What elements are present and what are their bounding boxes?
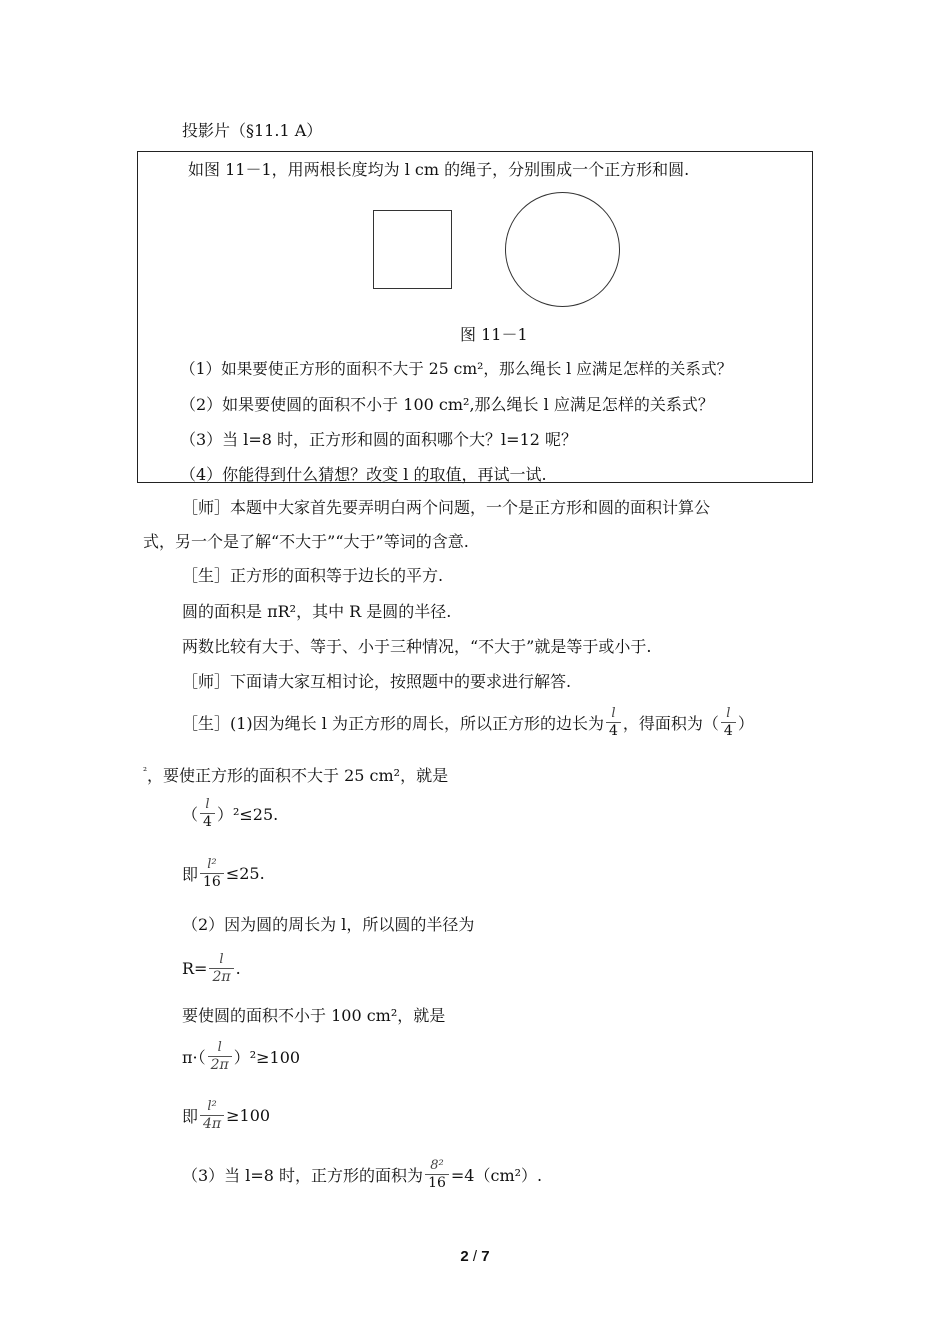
square-area-text-b: =4（cm²）. bbox=[450, 1166, 543, 1185]
fraction-denominator: 16 bbox=[425, 1174, 449, 1191]
fraction-denominator: 2π bbox=[208, 1056, 232, 1073]
student-2-text-c: ） bbox=[737, 714, 754, 733]
page-total: 7 bbox=[481, 1248, 490, 1265]
square-area-text-a: （3）当 l=8 时，正方形的面积为 bbox=[182, 1166, 424, 1185]
paragraph-teacher-1a: ［师］本题中大家首先要弄明白两个问题，一个是正方形和圆的面积计算公 bbox=[182, 498, 711, 517]
fraction-l2-over-4pi bbox=[200, 1099, 224, 1132]
student-2-text-b: ，得面积为（ bbox=[622, 714, 719, 733]
eq2-prefix: 即 bbox=[182, 865, 199, 884]
fraction-denominator: 16 bbox=[200, 873, 224, 890]
paragraph-comparison: 两数比较有大于、等于、小于三种情况，“不大于”就是等于或小于. bbox=[182, 637, 652, 656]
paragraph-circle-area: 圆的面积是 πR²，其中 R 是圆的半径. bbox=[182, 602, 452, 621]
paragraph-teacher-1b: 式，另一个是了解“不大于”“大于”等词的含意. bbox=[143, 532, 469, 551]
equation-2 bbox=[182, 857, 265, 890]
student-2-text-a: ［生］(1)因为绳长 l 为正方形的周长，所以正方形的边长为 bbox=[182, 714, 604, 733]
equation-4 bbox=[182, 1040, 300, 1073]
superscript-two: ² bbox=[143, 766, 148, 778]
fraction-denominator: 4 bbox=[606, 722, 621, 739]
fraction-numerator: 8² bbox=[430, 1158, 444, 1173]
paragraph-student-1: ［生］正方形的面积等于边长的平方. bbox=[182, 566, 444, 585]
eq5-prefix: 即 bbox=[182, 1107, 199, 1126]
paragraph-circle-condition: 要使圆的面积不小于 100 cm²，就是 bbox=[182, 1006, 446, 1025]
eq2-suffix: ≤25. bbox=[225, 864, 265, 883]
equation-5 bbox=[182, 1099, 270, 1132]
fraction-numerator: l bbox=[726, 706, 731, 721]
projection-box bbox=[137, 151, 813, 483]
page-separator: / bbox=[468, 1248, 482, 1265]
equation-3 bbox=[182, 952, 241, 985]
fraction-numerator: l bbox=[217, 1040, 222, 1055]
fraction-denominator: 4π bbox=[200, 1115, 224, 1132]
fraction-l-over-2pi bbox=[209, 952, 233, 985]
box-intro: 如图 11－1，用两根长度均为 l cm 的绳子，分别围成一个正方形和圆. bbox=[188, 160, 690, 179]
paragraph-teacher-2: ［师］下面请大家互相讨论，按照题中的要求进行解答. bbox=[182, 672, 572, 691]
fraction-l-over-2pi-b bbox=[208, 1040, 232, 1073]
figure-caption: 图 11－1 bbox=[460, 325, 528, 344]
paragraph-square-condition bbox=[143, 763, 448, 786]
page-number bbox=[0, 1248, 950, 1265]
fraction-numerator: l bbox=[611, 706, 616, 721]
paragraph-square-area-l8 bbox=[182, 1158, 542, 1191]
paragraph-circle-radius: （2）因为圆的周长为 l，所以圆的半径为 bbox=[182, 915, 475, 934]
question-2: （2）如果要使圆的面积不小于 100 cm²,那么绳长 l 应满足怎样的关系式？ bbox=[180, 395, 714, 414]
square-condition-text: ，要使正方形的面积不大于 25 cm²，就是 bbox=[147, 766, 449, 785]
fraction-numerator: l bbox=[219, 952, 224, 967]
eq4-prefix: π·（ bbox=[182, 1048, 206, 1067]
eq4-suffix: ）²≥100 bbox=[233, 1048, 301, 1067]
square-figure bbox=[373, 210, 452, 289]
fraction-denominator: 2π bbox=[209, 968, 233, 985]
fraction-8sq-over-16 bbox=[425, 1158, 449, 1191]
circle-figure bbox=[505, 192, 620, 307]
fraction-l-over-4 bbox=[606, 706, 621, 739]
eq1-close: ）²≤25. bbox=[216, 805, 279, 824]
page-current: 2 bbox=[460, 1248, 469, 1265]
fraction-denominator: 4 bbox=[721, 722, 736, 739]
eq3-prefix: R= bbox=[182, 959, 208, 978]
fraction-numerator: l² bbox=[207, 1099, 217, 1114]
fraction-numerator: l bbox=[205, 797, 210, 812]
eq3-suffix: . bbox=[235, 959, 241, 978]
fraction-numerator: l² bbox=[207, 857, 217, 872]
question-4: （4）你能得到什么猜想？改变 l 的取值，再试一试. bbox=[180, 465, 547, 484]
paragraph-student-2 bbox=[182, 706, 754, 739]
fraction-l-over-4-c bbox=[200, 797, 215, 830]
section-header: 投影片（§11.1 A） bbox=[182, 121, 323, 140]
fraction-l-over-4-b bbox=[721, 706, 736, 739]
fraction-l2-over-16 bbox=[200, 857, 224, 890]
question-3: （3）当 l=8 时，正方形和圆的面积哪个大？l=12 呢？ bbox=[180, 430, 578, 449]
question-1: （1）如果要使正方形的面积不大于 25 cm²，那么绳长 l 应满足怎样的关系式？ bbox=[180, 360, 733, 378]
fraction-denominator: 4 bbox=[200, 813, 215, 830]
eq5-suffix: ≥100 bbox=[226, 1106, 271, 1125]
eq1-open: （ bbox=[182, 805, 199, 824]
equation-1 bbox=[182, 797, 278, 830]
